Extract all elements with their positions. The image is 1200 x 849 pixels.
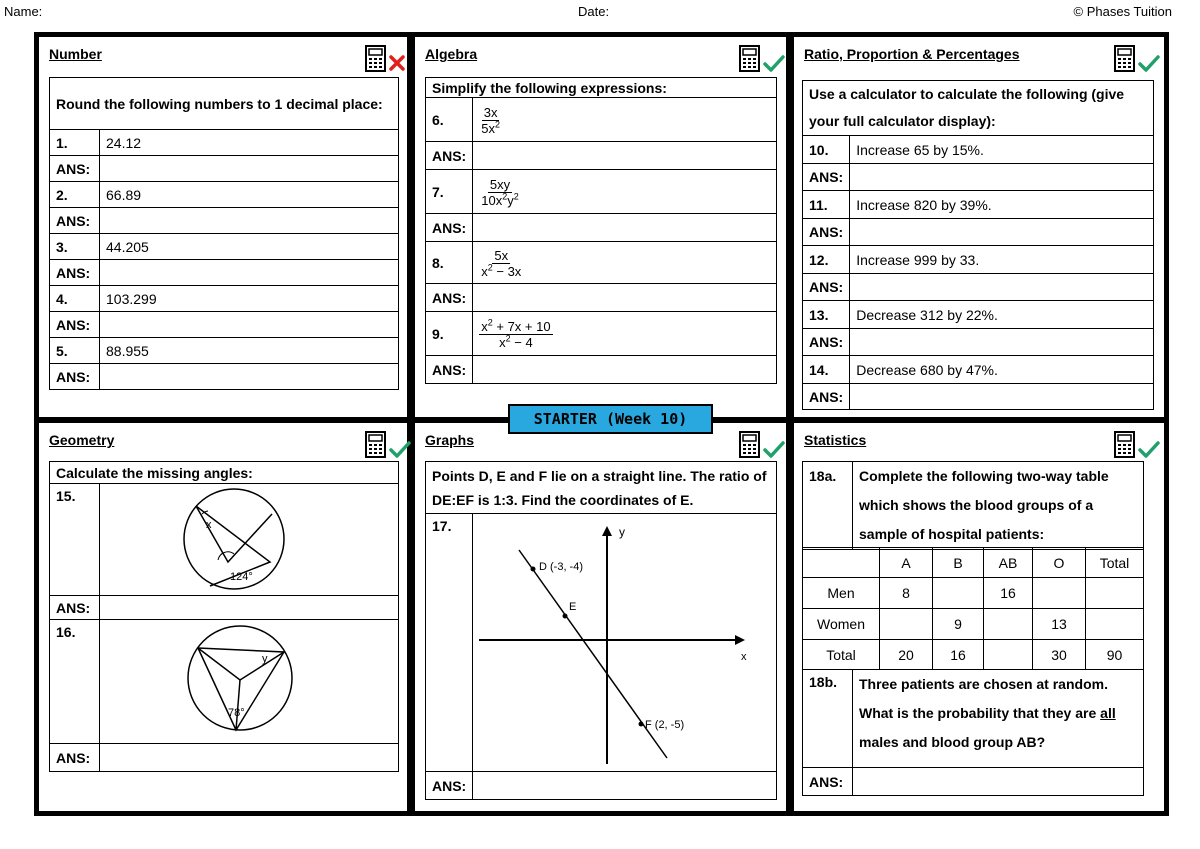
fraction-numerator: 5xy [489,176,511,192]
table-cell-blank[interactable] [984,640,1033,670]
answer-cell[interactable] [100,156,399,182]
answer-cell[interactable] [853,768,1144,796]
question-number: 10. [803,136,850,164]
ans-label: ANS: [426,772,473,800]
ans-label: ANS: [803,219,850,246]
two-way-table [802,547,1144,670]
ans-label: ANS: [803,768,853,796]
copyright-text: © Phases Tuition [1073,4,1172,19]
table-cell-blank[interactable] [1033,578,1086,609]
table-cell-blank[interactable] [1086,609,1144,640]
point-f-label: F (2, -5) [645,719,685,731]
ans-label: ANS: [50,208,100,234]
tick-icon [763,55,785,73]
fraction-numerator: 5x [494,247,509,263]
table-cell-blank[interactable] [880,609,933,640]
ans-label: ANS: [426,142,473,170]
angle-label-78: 78° [228,707,245,719]
tick-icon [1138,55,1160,73]
ans-label: ANS: [426,214,473,242]
term: x [499,334,506,350]
term: + 7x + 10 [492,318,551,334]
ans-label: ANS: [426,284,473,312]
question-number: 2. [50,182,100,208]
number-panel [39,37,407,417]
ans-label: ANS: [803,164,850,191]
ans-label: ANS: [803,329,850,356]
term: x [481,318,488,334]
question-value: 103.299 [100,286,399,312]
term: x [481,263,488,279]
answer-cell[interactable] [100,312,399,338]
answer-cell[interactable] [850,164,1154,191]
ans-label: ANS: [50,364,100,390]
answer-cell[interactable] [100,208,399,234]
point-e-label: E [569,601,577,613]
answer-cell[interactable] [850,219,1154,246]
answer-cell[interactable] [473,214,777,242]
calculator-icon [739,431,761,459]
graphs-instruction: Points D, E and F lie on a straight line. The ratio of DE:EF is 1:3. Find the coordinates of E. [426,462,777,514]
number-instruction: Round the following numbers to 1 decimal place: [50,78,399,130]
question-18b-text-end: males and blood group AB? [859,734,1046,750]
question-number: 6. [426,98,473,142]
tick-icon [763,441,785,459]
x-axis-label: x [741,651,747,663]
angle-label-124: 124° [230,571,253,583]
table-header-cell: Total [1086,548,1144,578]
question-18b-text-start: Three patients are chosen at random. What is the probability that they are [859,676,1108,721]
answer-cell[interactable] [850,384,1154,410]
answer-cell[interactable] [850,274,1154,301]
answer-cell[interactable] [850,329,1154,356]
exponent: 2 [487,262,493,273]
table-header-cell: AB [984,548,1033,578]
ratio-panel [794,37,1164,417]
ans-label: ANS: [50,312,100,338]
table-header-cell: O [1033,548,1086,578]
ans-label: ANS: [426,356,473,384]
tick-icon [1138,441,1160,459]
table-cell: 8 [880,578,933,609]
question-number: 11. [803,191,850,219]
table-cell: 16 [933,640,984,670]
question-number: 17. [426,514,473,772]
diagram-cell-q15 [100,484,399,596]
calculator-icon [1114,431,1136,459]
exponent: 2 [494,119,500,130]
statistics-question-18a [802,461,1144,550]
calculator-icon [365,45,387,73]
answer-cell[interactable] [473,284,777,312]
term: y [507,192,514,208]
ans-label: ANS: [50,596,100,620]
ans-label: ANS: [50,744,100,772]
tick-icon [389,441,411,459]
x-axis-arrow [735,635,745,645]
exponent: 2 [502,191,508,202]
question-number: 18b. [803,670,853,768]
y-axis-label: y [619,525,626,539]
table-header-cell [803,548,880,578]
point-d [531,567,536,572]
term: 10x [481,192,503,208]
algebra-question-table [425,77,777,384]
ans-label: ANS: [803,274,850,301]
table-cell: 16 [984,578,1033,609]
ratio-instruction: Use a calculator to calculate the following (give your full calculator display): [803,81,1154,136]
circle-diagram-q16 [100,620,390,742]
table-cell: 13 [1033,609,1086,640]
question-number: 9. [426,312,473,356]
ans-label: ANS: [803,384,850,410]
question-number: 1. [50,130,100,156]
question-value: 66.89 [100,182,399,208]
question-number: 3. [50,234,100,260]
point-f [639,722,644,727]
angle-label-y: y [262,653,268,665]
question-text: Increase 820 by 39%. [850,191,1154,219]
question-number: 14. [803,356,850,384]
question-number: 15. [50,484,100,596]
ratio-title: Ratio, Proportion & Percentages [804,46,1020,62]
table-header-cell: B [933,548,984,578]
statistics-panel [794,423,1164,811]
table-cell-blank[interactable] [984,609,1033,640]
table-row-label: Men [803,578,880,609]
table-row-label: Women [803,609,880,640]
geometry-panel [39,423,407,811]
coordinate-graph [473,514,779,770]
answer-cell[interactable] [100,364,399,390]
question-value: 24.12 [100,130,399,156]
question-number: 13. [803,301,850,329]
ans-label: ANS: [50,156,100,182]
graphs-title: Graphs [425,432,475,448]
table-header-cell: A [880,548,933,578]
geometry-question-table [49,461,399,772]
graph-cell [473,514,777,772]
answer-cell[interactable] [473,356,777,384]
answer-cell[interactable] [100,260,399,286]
calculator-icon [365,431,387,459]
number-question-table [49,77,399,390]
answer-cell[interactable] [100,596,399,620]
term: − 4 [510,334,533,350]
exponent: 2 [513,191,519,202]
question-number: 5. [50,338,100,364]
table-cell: 20 [880,640,933,670]
question-value: 44.205 [100,234,399,260]
date-label: Date: [578,4,610,19]
answer-cell[interactable] [473,772,777,800]
table-row-label: Total [803,640,880,670]
question-18b-text [853,670,1144,768]
point-d-label: D (-3, -4) [539,561,584,573]
question-number: 8. [426,242,473,284]
circle-diagram-q15 [100,484,390,594]
starter-banner: STARTER (Week 10) [508,404,713,434]
answer-cell[interactable] [100,744,399,772]
statistics-title: Statistics [804,432,867,448]
question-18a-text: Complete the following two-way table which shows the blood groups of a sample of hospital patients: [853,462,1144,550]
ratio-question-table [802,80,1154,410]
y-axis-arrow [602,526,612,536]
term: − 3x [492,263,522,279]
answer-cell[interactable] [473,142,777,170]
name-label: Name: [4,4,43,19]
expression-q9 [473,312,777,356]
question-number: 18a. [803,462,853,550]
question-text: Increase 65 by 15%. [850,136,1154,164]
calculator-icon [1114,45,1136,73]
question-number: 4. [50,286,100,312]
question-number: 16. [50,620,100,744]
question-text: Increase 999 by 33. [850,246,1154,274]
statistics-question-18b [802,669,1144,796]
diagram-cell-q16 [100,620,399,744]
ans-label: ANS: [50,260,100,286]
fraction-denominator: 5x [481,120,495,136]
fraction-numerator: 3x [483,104,498,120]
expression-q6 [473,98,777,142]
question-18b-emphasis: all [1100,705,1116,721]
geometry-title: Geometry [49,432,115,448]
graphs-question-table [425,461,777,800]
exponent: 2 [487,317,493,328]
table-cell-blank[interactable] [1086,578,1144,609]
algebra-title: Algebra [425,46,478,62]
table-cell: 9 [933,609,984,640]
exponent: 2 [505,333,511,344]
question-number: 7. [426,170,473,214]
cross-icon [389,55,405,71]
question-text: Decrease 312 by 22%. [850,301,1154,329]
table-cell: 90 [1086,640,1144,670]
question-number: 12. [803,246,850,274]
table-cell: 30 [1033,640,1086,670]
expression-q8 [473,242,777,284]
table-cell-blank[interactable] [933,578,984,609]
number-title: Number [49,46,102,62]
geometry-instruction: Calculate the missing angles: [50,462,399,484]
question-text: Decrease 680 by 47%. [850,356,1154,384]
question-value: 88.955 [100,338,399,364]
graphs-panel [415,423,786,811]
algebra-instruction: Simplify the following expressions: [426,78,777,98]
point-e [563,614,568,619]
calculator-icon [739,45,761,73]
angle-label-x: x [206,519,212,531]
expression-q7 [473,170,777,214]
algebra-panel [415,37,786,417]
